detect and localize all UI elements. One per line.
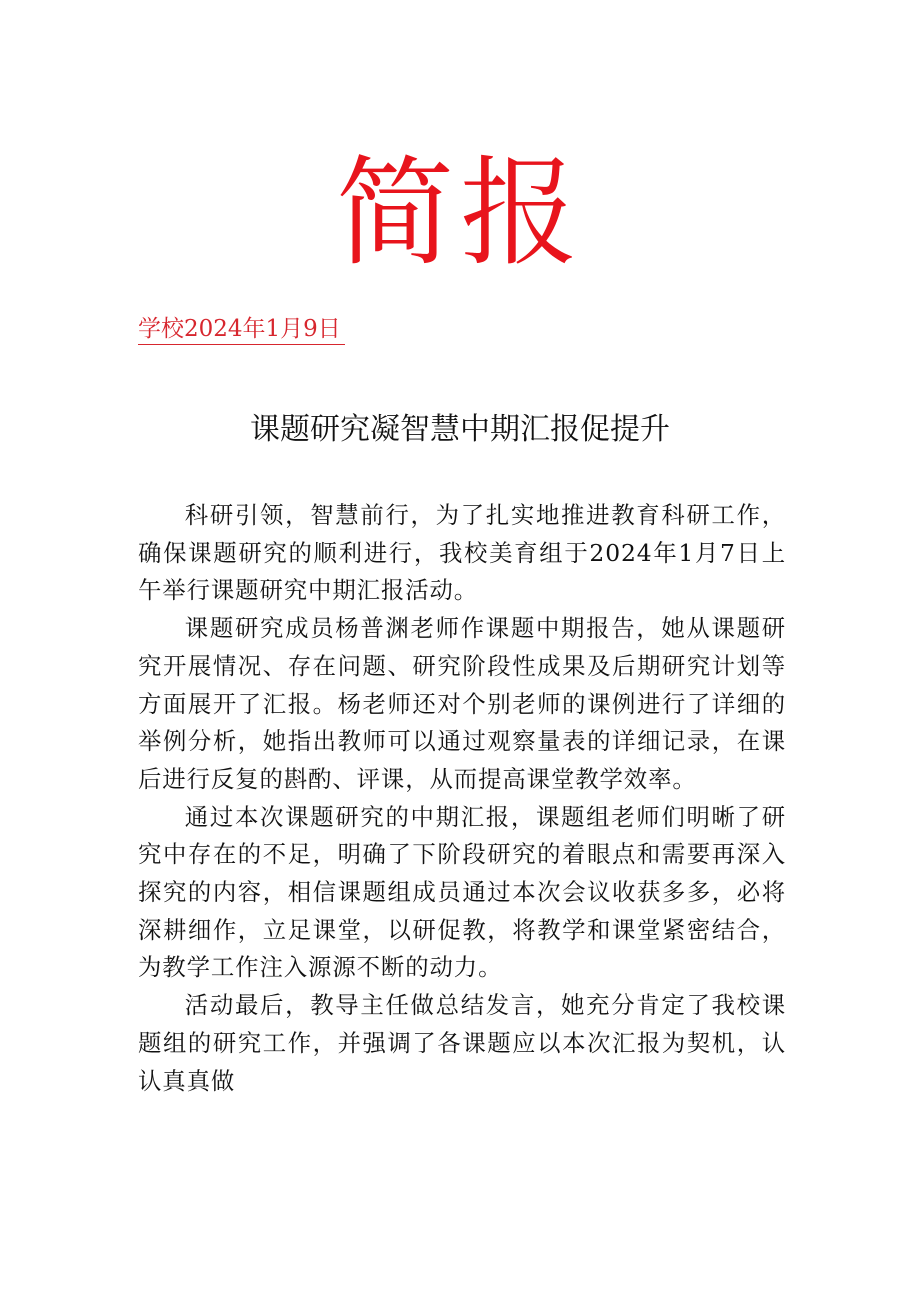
paragraph-2: 课题研究成员杨普渊老师作课题中期报告，她从课题研究开展情况、存在问题、研究阶段性成果及后期研究计划等方面展开了汇报。杨老师还对个别老师的课例进行了详细的举例分析，她指出教师可以通过观察量表的详细记录，在课后进行反复的斟酌、评课，从而提高课堂教学效率。 — [138, 614, 786, 793]
article-headline: 课题研究凝智慧中期汇报促提升 — [250, 412, 670, 447]
paragraph-4: 活动最后，教导主任做总结发言，她充分肯定了我校课题组的研究工作，并强调了各课题应以本次汇报为契机，认认真真做 — [138, 991, 786, 1095]
paragraph-1: 科研引领，智慧前行，为了扎实地推进教育科研工作，确保课题研究的顺利进行，我校美育组于2024年1月7日上午举行课题研究中期汇报活动。 — [138, 501, 786, 605]
dateline: 学校2024年1月9日 — [138, 314, 345, 345]
article-body — [138, 497, 786, 1100]
paragraph-3: 通过本次课题研究的中期汇报，课题组老师们明晰了研究中存在的不足，明确了下阶段研究的着眼点和需要再深入探究的内容，相信课题组成员通过本次会议收获多多，必将深耕细作，立足课堂，以研促教，将教学和课堂紧密结合，为教学工作注入源源不断的动力。 — [138, 802, 786, 982]
masthead-title: 简报 — [335, 144, 584, 282]
